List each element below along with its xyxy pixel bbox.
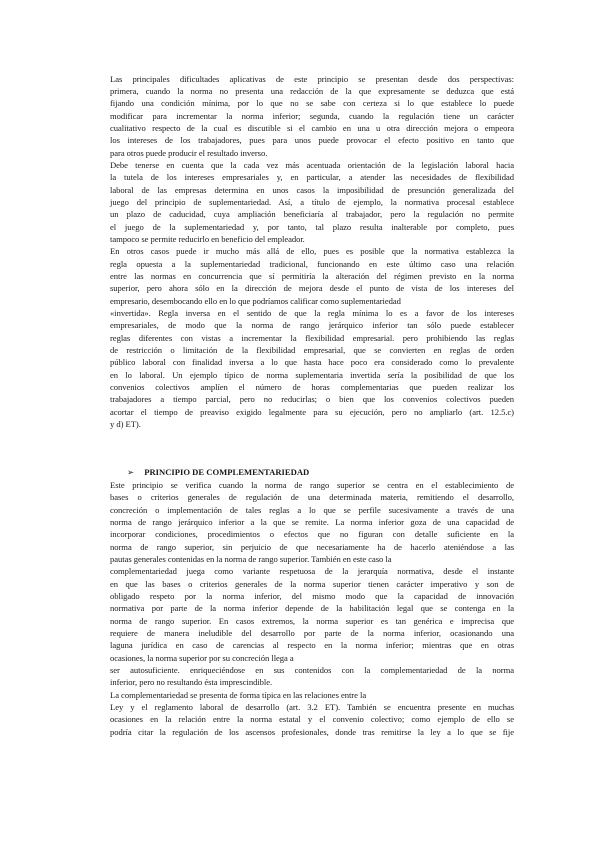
text-line: norma de rango superior. En casos extremos, la norma superior es tan genérica e imprecisa que xyxy=(110,616,514,626)
section-heading xyxy=(127,466,309,478)
text-line: cualitativo respecto de la cual es discutible si el cambio en una u otra dirección mejora o empeora xyxy=(110,123,514,133)
text-line: trabajadores a tiempo parcial, pero no reducirlas; o bien que los convenios colectivos pueden xyxy=(110,394,514,404)
arrow-bullet-icon: ➢ xyxy=(127,467,135,477)
text-line: laguna jurídica en caso de carencias al respecto en la norma inferior; mientras que en otras xyxy=(110,640,514,650)
text-line: para otros puede producir el resultado inverso. xyxy=(110,148,268,158)
text-line: público laboral con finalidad inversa a lo que hasta hace poco era considerado como lo prevalente xyxy=(110,357,514,367)
text-line: en lo laboral. Un ejemplo típico de norma suplementaria invertida sería la posibilidad de que los xyxy=(110,370,514,380)
text-line: superior, pero ahora sólo en la dirección de mejora desde el punto de vista de los intereses del xyxy=(110,283,514,293)
text-line: fijando una condición mínima, por lo que no se sabe con certeza si lo que establece lo puede xyxy=(110,98,514,108)
text-line: un plazo de caducidad, cuya ampliación beneficiaría al trabajador, pero la regulación no permite xyxy=(110,209,514,219)
text-line: empresariales, de modo que la norma de rango jerárquico inferior tan sólo puede establecer xyxy=(110,320,514,330)
text-line: «invertida». Regla inversa en el sentido de que la regla mínima lo es a favor de los intereses xyxy=(110,308,514,318)
text-line: podría citar la regulación de los ascensos profesionales, donde tras remitirse la ley a lo que se fije xyxy=(110,727,514,737)
text-line: requiere de manera ineludible del desarrollo por parte de la norma inferior, ocasionando una xyxy=(110,628,514,638)
text-line: empresario, desembocando ello en lo que podríamos calificar como suplementariedad xyxy=(110,296,401,306)
text-line: inferior, pero no resultando ésta imprescindible. xyxy=(110,677,273,687)
text-line: normativa por parte de la norma inferior depende de la habilitación legal que se contenga en la xyxy=(110,603,514,613)
text-line: y d) ET). xyxy=(110,419,141,429)
text-line: norma de rango superior, sin perjuicio de que necesariamente ha de hacerlo ateniéndose a las xyxy=(110,542,514,552)
text-line: pautas generales contenidas en la norma de rango superior. También en este caso la xyxy=(110,554,392,564)
text-line: Ley y el reglamento laboral de desarrollo (art. 3.2 ET). También se encuentra presente en muchas xyxy=(110,702,514,712)
text-line: tampoco se permite reducirlo en beneficio del empleador. xyxy=(110,234,305,244)
text-line: bases o criterios generales de regulación de una determinada materia, remitiendo el desarrollo, xyxy=(110,492,514,502)
text-line: ocasiones, la norma superior por su concreción llega a xyxy=(110,653,294,663)
text-line: En otros casos puede ir mucho más allá de ello, pues es posible que la normativa establezca la xyxy=(110,246,514,256)
text-line: acortar el tiempo de preaviso exigido legalmente para su ejecución, pero no ampliarlo (art. 12.5.c) xyxy=(110,407,514,417)
text-line: laboral de las empresas determina en unos casos la imposibilidad de presunción generalizada del xyxy=(110,185,514,195)
text-line: los intereses de los trabajadores, pues para unos puede provocar el efecto positivo en tanto que xyxy=(110,135,514,145)
text-line: la tutela de los intereses empresariales y, en particular, a atender las necesidades de flexibilidad xyxy=(110,172,514,182)
section-heading-title: PRINCIPIO DE COMPLEMENTARIEDAD xyxy=(144,467,310,477)
text-line: concreción o implementación de tales reglas a lo que se perfile sucesivamente a través de una xyxy=(110,505,514,515)
text-line: de restricción o limitación de la flexibilidad empresarial, que se convierten en reglas de orden xyxy=(110,345,514,355)
text-line: Las principales dificultades aplicativas de este principio se presentan desde dos perspectivas: xyxy=(110,74,514,84)
text-line: complementariedad juega como variante respetuosa de la jerarquía normativa, desde el instante xyxy=(110,566,514,576)
text-line: obligado respeto por la norma inferior, del mismo modo que la capacidad de innovación xyxy=(110,591,514,601)
text-line: entre las normas en concurrencia que sí permitiría la alteración del régimen previsto en la norma xyxy=(110,271,514,281)
text-line: reglas diferentes con vistas a incrementar la flexibilidad empresarial. pero prohibiendo las reglas xyxy=(110,333,514,343)
text-line: norma de rango jerárquico inferior a la que se remite. La norma inferior goza de una capacidad de xyxy=(110,517,514,527)
text-line: primera, cuando la norma no presenta una redacción de la que expresamente se deduzca que está xyxy=(110,86,514,96)
text-line: el juego de la suplementariedad y, por tanto, tal plazo resulta inalterable por completo, pues xyxy=(110,222,514,232)
text-line: convenios colectivos amplíen el número de horas complementarias que pueden realizar los xyxy=(110,382,514,392)
text-line: regla opuesta a la suplementariedad tradicional, funcionando en este último caso una relación xyxy=(110,259,514,269)
text-line: La complementariedad se presenta de forma típica en las relaciones entre la xyxy=(110,690,367,700)
text-line: ser autosuficiente. enriqueciéndose en sus contenidos con la complementariedad de la norma xyxy=(110,665,514,675)
text-line: ocasiones en la relación entre la norma estatal y el convenio colectivo; como ejemplo de ello se xyxy=(110,714,514,724)
text-line: Debe tenerse en cuenta que la cada vez más acentuada orientación de la legislación laboral hacia xyxy=(110,160,514,170)
text-line: juego del principio de suplementariedad. Así, a título de ejemplo, la normativa procesal establece xyxy=(110,197,514,207)
text-line: incorporar condiciones, procedimientos o efectos que no figuran con detalle suficiente en la xyxy=(110,529,514,539)
text-line: modificar para incrementar la norma inferior; segunda, cuando la regulación tiene un carácter xyxy=(110,111,514,121)
text-line: Este principio se verifica cuando la norma de rango superior se centra en el establecimiento de xyxy=(110,480,514,490)
text-line: en que las bases o criterios generales de la norma superior tienen carácter imperativo y son de xyxy=(110,579,514,589)
